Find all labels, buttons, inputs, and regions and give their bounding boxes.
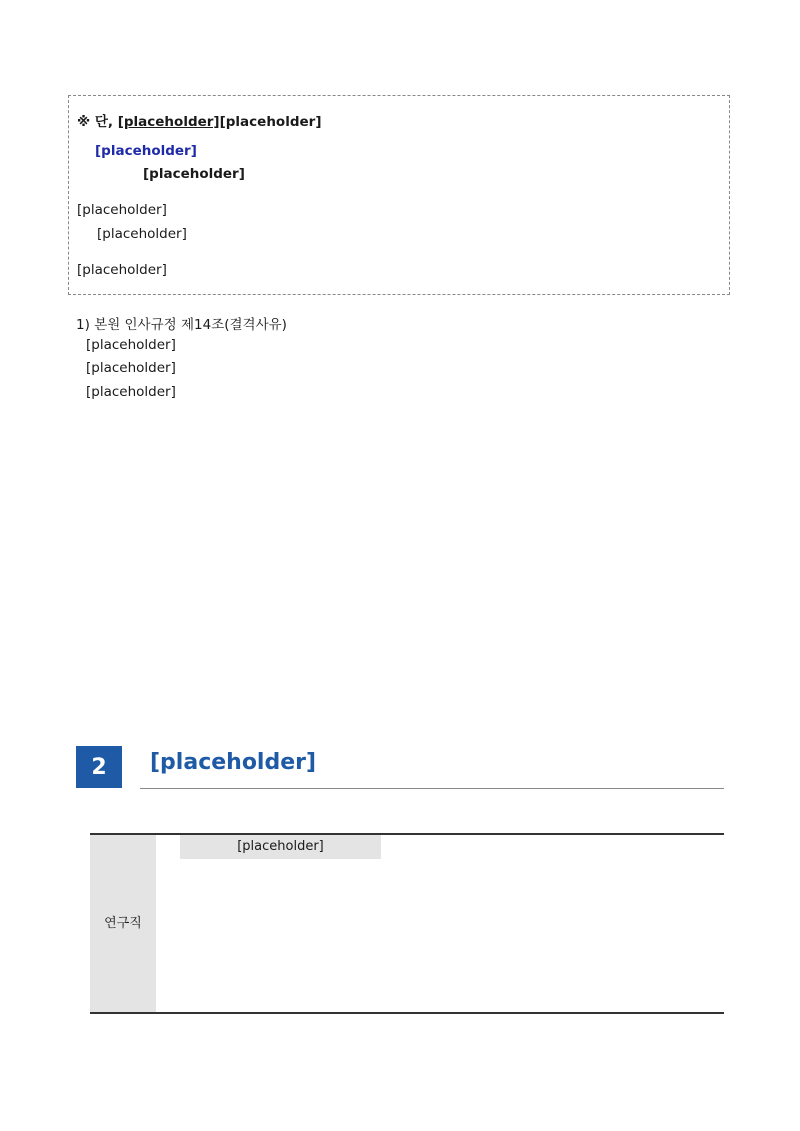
notice-line-5: [placeholder]	[97, 226, 187, 242]
row-label: 연구직	[104, 915, 142, 931]
notice-line-1-rest: [placeholder]	[219, 114, 322, 130]
notice-box	[68, 95, 730, 295]
section-divider	[140, 788, 724, 789]
section-number-badge: 2	[76, 746, 122, 788]
notice-line-1	[77, 110, 321, 130]
notice-line-6: [placeholder]	[77, 262, 167, 278]
section-title: [placeholder]	[150, 750, 317, 775]
notice-line-1-underlined: [placeholder]	[117, 114, 220, 130]
item-1-sub-1: [placeholder]	[86, 337, 176, 353]
item-1-title: 1) 본원 인사규정 제14조(결격사유)	[76, 317, 287, 333]
row-label-cell	[90, 835, 156, 1012]
notice-line-3: [placeholder]	[143, 166, 245, 182]
item-1-sub-3: [placeholder]	[86, 384, 176, 400]
item-1-sub-2: [placeholder]	[86, 360, 176, 376]
table-bottom-border	[90, 1012, 724, 1014]
notice-line-1-prefix: ※ 단,	[77, 114, 118, 130]
notice-line-4: [placeholder]	[77, 202, 167, 218]
notice-line-2: [placeholder]	[95, 143, 197, 159]
stage1-header	[180, 835, 381, 859]
stage1-header-text: [placeholder]	[237, 839, 324, 855]
